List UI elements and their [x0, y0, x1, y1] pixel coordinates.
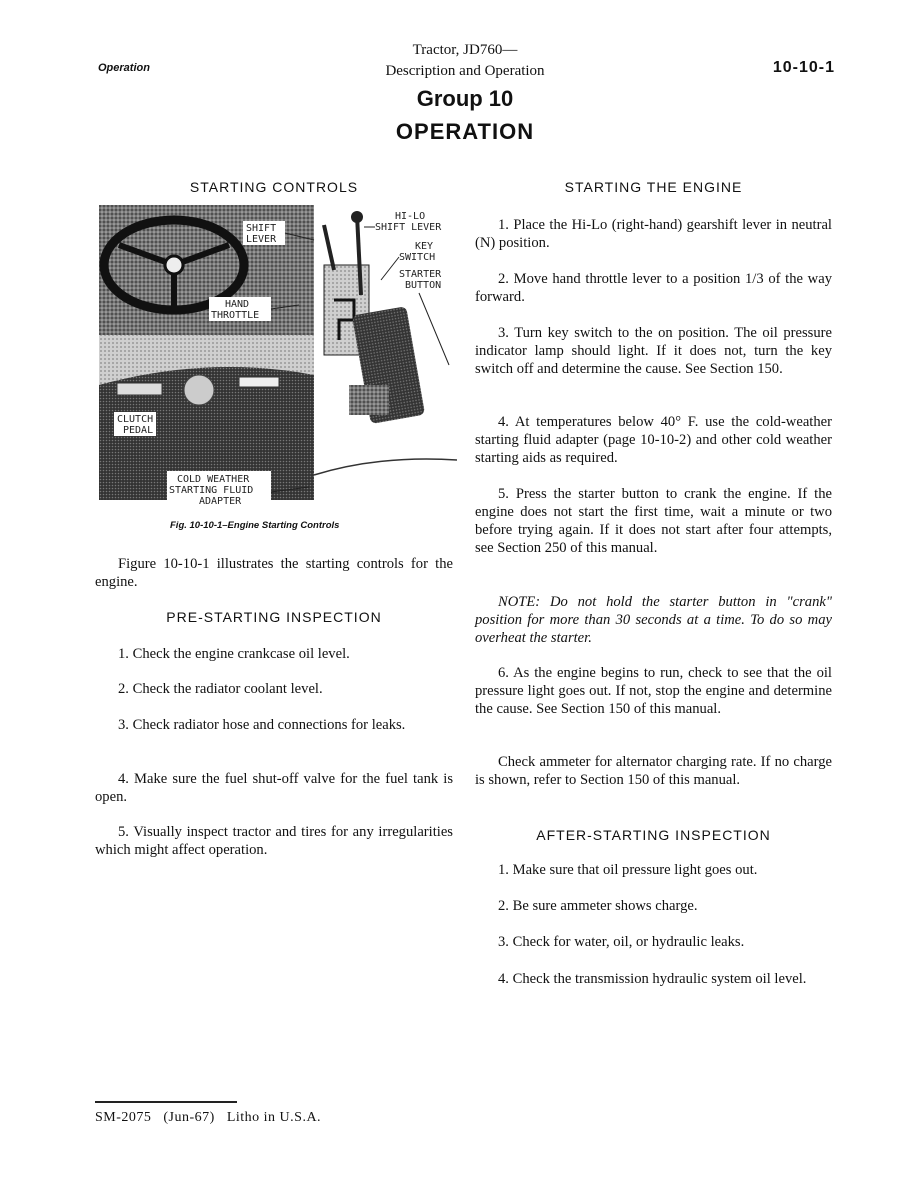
step-2: 2. Move hand throttle lever to a position 1/3 of the way forward. [475, 271, 832, 305]
step-3: 3. Turn key switch to the on position. The oil pressure indicator lamp should light. If it does not, turn the key switch off and determine the cause. See Section 150. [475, 325, 832, 377]
starter-note: NOTE: Do not hold the starter button in "crank" position for more than 30 seconds at a time. To do so may overheat the starter. [475, 594, 832, 646]
page-number: 10-10-1 [772, 59, 835, 76]
svg-text:THROTTLE: THROTTLE [211, 310, 260, 321]
figure-caption: Fig. 10-10-1–Engine Starting Controls [170, 520, 340, 531]
starting-controls-heading: STARTING CONTROLS [189, 179, 359, 195]
intro-paragraph: Figure 10-10-1 illustrates the starting controls for the engine. [95, 556, 453, 590]
starting-engine-heading: STARTING THE ENGINE [564, 179, 743, 195]
step-1: 1. Place the Hi-Lo (right-hand) gearshift lever in neutral (N) position. [475, 217, 832, 251]
pre-starting-list [95, 645, 453, 663]
svg-text:CLUTCH: CLUTCH [117, 414, 154, 425]
svg-text:KEY: KEY [415, 241, 434, 252]
group-title: Group 10 [416, 86, 514, 111]
svg-text:ADAPTER: ADAPTER [199, 496, 242, 507]
after-item-2: 2. Be sure ammeter shows charge. [498, 898, 698, 914]
pre-starting-heading: PRE-STARTING INSPECTION [166, 609, 382, 625]
page-title: OPERATION [395, 119, 535, 144]
pre-starting-list-2 [95, 680, 453, 698]
header-title-line1: Tractor, JD760— [412, 42, 518, 58]
svg-text:STARTING FLUID: STARTING FLUID [169, 485, 254, 496]
label-clutch-pedal [114, 412, 156, 436]
header-title-line2: Description and Operation [385, 63, 545, 79]
after-item-3: 3. Check for water, oil, or hydraulic leaks. [498, 934, 745, 950]
svg-text:HAND: HAND [225, 299, 250, 310]
list-item: 3. Check radiator hose and connections for leaks. [118, 717, 406, 733]
ammeter-paragraph: Check ammeter for alternator charging rate. If no charge is shown, refer to Section 150 of this manual. [475, 754, 832, 788]
footer-text: SM-2075 (Jun-67) Litho in U.S.A. [95, 1110, 322, 1125]
after-item-4: 4. Check the transmission hydraulic system oil level. [498, 971, 807, 987]
list-item: 1. Check the engine crankcase oil level. [118, 646, 350, 662]
pre-starting-list-3 [95, 716, 453, 734]
header-section-label: Operation [98, 62, 150, 74]
after-starting-heading: AFTER-STARTING INSPECTION [536, 827, 771, 843]
svg-text:SHIFT LEVER: SHIFT LEVER [375, 222, 442, 233]
svg-text:BUTTON: BUTTON [405, 280, 442, 291]
list-item: 2. Check the radiator coolant level. [118, 681, 323, 697]
svg-text:PEDAL: PEDAL [123, 425, 154, 436]
svg-text:LEVER: LEVER [246, 234, 277, 245]
after-item-1: 1. Make sure that oil pressure light goes out. [498, 862, 758, 878]
svg-text:STARTER: STARTER [399, 269, 442, 280]
engine-starting-controls-figure [99, 205, 457, 510]
list-item: 4. Make sure the fuel shut-off valve for the fuel tank is open. [95, 771, 453, 805]
pre-starting-list-4 [95, 770, 453, 806]
step-6: 6. As the engine begins to run, check to see that the oil pressure light goes out. If not, stop the engine and determine the cause. See Section 150 of this manual. [475, 665, 832, 717]
svg-text:HI-LO: HI-LO [395, 211, 426, 222]
svg-text:COLD WEATHER: COLD WEATHER [177, 474, 250, 485]
svg-text:SWITCH: SWITCH [399, 252, 436, 263]
footer-rule [95, 1101, 237, 1103]
pre-starting-list-5 [95, 823, 453, 859]
step-5: 5. Press the starter button to crank the engine. If the engine does not start the first time, wait a minute or two before trying again. If it does not start after four attempts, see Section 250 of this manual. [475, 486, 832, 556]
svg-text:SHIFT: SHIFT [246, 223, 277, 234]
header-title [300, 40, 630, 82]
list-item: 5. Visually inspect tractor and tires for any irregularities which might affect operation. [95, 824, 453, 858]
step-4: 4. At temperatures below 40° F. use the cold-weather starting fluid adapter (page 10-10-2) and other cold weather starting aids as required. [475, 414, 832, 466]
